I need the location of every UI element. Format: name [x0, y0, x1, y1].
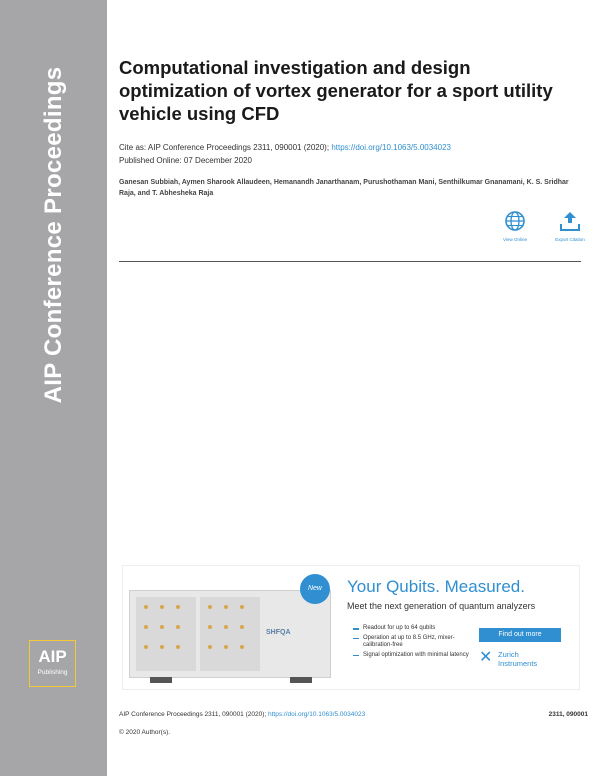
footer-page-id: 2311, 090001 [548, 711, 588, 718]
connector [208, 625, 212, 629]
export-citation-label: Export Citation [555, 237, 585, 242]
connector [208, 645, 212, 649]
connector [240, 605, 244, 609]
ad-feature-item: Readout for up to 64 qubits [353, 625, 473, 633]
device-brand-label: SHFQA [266, 629, 291, 636]
connector [208, 605, 212, 609]
connector [240, 645, 244, 649]
author-list: Ganesan Subbiah, Aymen Sharook Allaudeen, Hemanandh Janarthanam, Purushothaman Mani, Senthilkumar Gnanamani, K. S. Sridhar Raja, and T. Abhesheka Raja [119, 179, 569, 197]
connector [176, 605, 180, 609]
doi-link[interactable]: https://doi.org/10.1063/5.0034023 [331, 143, 451, 152]
connector [144, 625, 148, 629]
device-foot [150, 677, 172, 683]
logo-big-text: AIP [38, 647, 67, 666]
export-citation-button[interactable] [550, 210, 590, 242]
ad-feature-item: Signal optimization with minimal latency [353, 652, 473, 660]
connector [240, 625, 244, 629]
footer-citation [119, 711, 365, 718]
connector [144, 605, 148, 609]
connector [160, 605, 164, 609]
ad-feature-list [353, 625, 473, 661]
connector [224, 605, 228, 609]
globe-icon [504, 210, 526, 232]
cite-line [119, 143, 451, 152]
connector [160, 645, 164, 649]
published-date: Published Online: 07 December 2020 [119, 156, 252, 165]
connector [160, 625, 164, 629]
ad-headline: Your Qubits. Measured. [347, 577, 525, 596]
zurich-instruments-wordmark [498, 650, 537, 668]
copyright-notice: © 2020 Author(s). [119, 729, 171, 736]
connector [224, 645, 228, 649]
view-online-label: View Online [503, 237, 527, 242]
ad-feature-item: Operation at up to 8.5 GHz, mixer-calibration-free [353, 635, 473, 650]
article-title: Computational investigation and design optimization of vortex generator for a sport utility vehicle using CFD [119, 57, 553, 124]
connector [224, 625, 228, 629]
zurich-instruments-logo-icon: ✕ [479, 649, 493, 666]
footer-cite-prefix: AIP Conference Proceedings 2311, 090001 (2020); [119, 711, 267, 718]
journal-vertical-title: AIP Conference Proceedings [40, 66, 67, 404]
logo-small-text: Publishing [37, 669, 68, 676]
connector [144, 645, 148, 649]
brand-line-2: Instruments [498, 659, 538, 668]
find-out-more-button[interactable]: Find out more [479, 628, 561, 642]
connector [176, 625, 180, 629]
connector [176, 645, 180, 649]
new-badge: New [300, 574, 330, 604]
export-icon [559, 210, 581, 232]
brand-line-1: Zurich [498, 650, 519, 659]
footer-doi-link[interactable]: https://doi.org/10.1063/5.0034023 [268, 711, 366, 718]
advertisement-banner[interactable] [122, 565, 580, 690]
header-divider [119, 261, 581, 262]
view-online-button[interactable] [495, 210, 535, 242]
device-foot [290, 677, 312, 683]
cite-prefix: Cite as: AIP Conference Proceedings 2311, 090001 (2020); [119, 143, 330, 152]
sidebar [0, 0, 107, 776]
aip-publishing-logo[interactable] [29, 640, 76, 687]
ad-subheadline: Meet the next generation of quantum analyzers [347, 601, 536, 611]
device-image [129, 590, 331, 678]
